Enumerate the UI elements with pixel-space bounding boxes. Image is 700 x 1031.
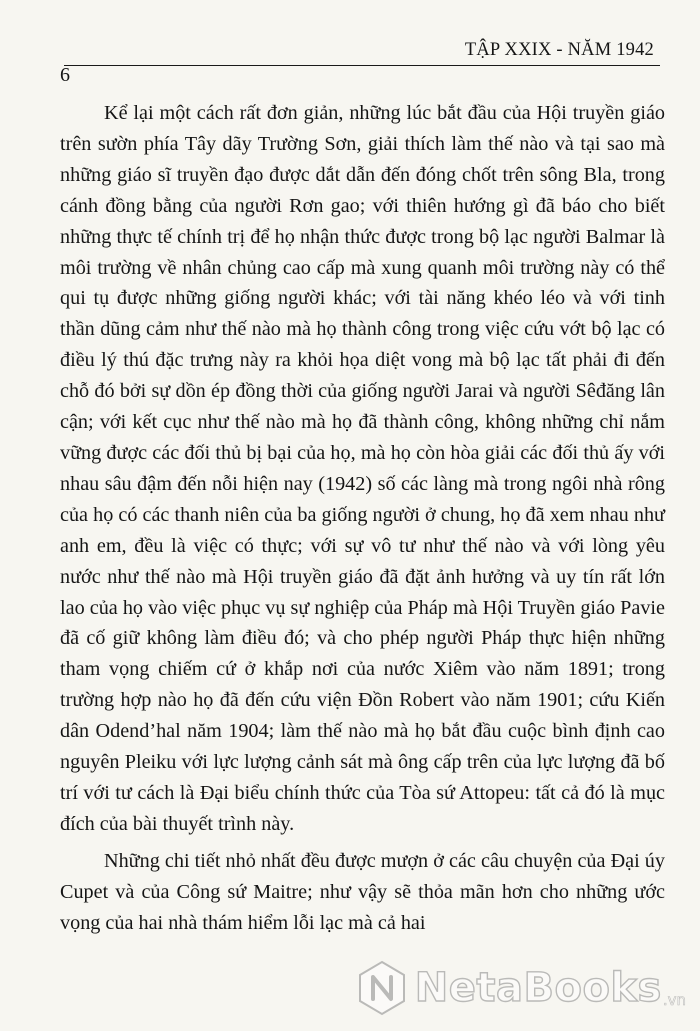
paragraph-2: Những chi tiết nhỏ nhất đều được mượn ở các câu chuyện của Đại úy Cupet và của Công sứ Maitre; như vậy sẽ thỏa mãn hơn cho những ước vọng của hai nhà thám hiểm lỗi lạc mà cả hai [60,849,665,934]
body-text [60,98,665,938]
paragraph-1: Kể lại một cách rất đơn giản, những lúc bắt đầu của Hội truyền giáo trên sườn phía Tây dãy Trường Sơn, giải thích làm thế nào và tại sao mà những giáo sĩ truyền đạo được dắt dẫn đến đóng chốt trên sông Bla, trong cánh đồng bằng của người Rơn gao; với thiên hướng gì đã báo cho biết những thực tế chính trị để họ nhận thức được trong bộ lạc người Balmar là môi trường về nhân chủng cao cấp mà xung quanh môi trường này có thể qui tụ được những giống người khác; với tài năng khéo léo và với tinh thần dũng cảm như thế nào mà họ thành công trong việc cứu vớt bộ lạc có điều lý thú đặc trưng này ra khỏi họa diệt vong mà bộ lạc tất phải đi đến chỗ đó bởi sự dồn ép đồng thời của giống người Jarai và người Sêđăng lân cận; với kết cục như thế nào mà họ đã thành công, không những chỉ nắm vững được các đối thủ bị bại của họ, mà họ còn hòa giải các đối thủ ấy với nhau sâu đậm đến nỗi hiện nay (1942) số các làng mà trong ngôi nhà rông của họ có các thanh niên của ba giống người ở chung, họ đã xem nhau như anh em, đều là việc có thực; với sự vô tư như thế nào và với lòng yêu nước như thế nào mà Hội truyền giáo đã đặt ảnh hưởng và uy tín rất lớn lao của họ vào việc phục vụ sự nghiệp của Pháp mà Hội Truyền giáo Pavie đã cố giữ không làm điều đó; và cho phép người Pháp thực hiện những tham vọng chiếm cứ ở khắp nơi của nước Xiêm vào năm 1891; trong trường hợp nào họ đã đến cứu viện Đồn Robert vào năm 1901; cứu Kiến dân Odend’hal năm 1904; làm thế nào mà họ bắt đầu cuộc bình định cao nguyên Pleiku với lực lượng cảnh sát mà ông cấp trên của lực lượng đã bố trí với tư cách là Đại biểu chính thức của Tòa sứ Attopeu: tất cả đó là mục đích của bài thuyết trình này. [60,102,665,835]
watermark [355,959,686,1017]
netabooks-logo-icon [355,959,409,1017]
header-rule [64,65,660,66]
watermark-brand: NetaBooks [414,965,662,1011]
watermark-suffix: .vn [662,991,686,1009]
page-number: 6 [60,64,70,86]
running-head-title: TẬP XXIX - NĂM 1942 [464,40,654,60]
